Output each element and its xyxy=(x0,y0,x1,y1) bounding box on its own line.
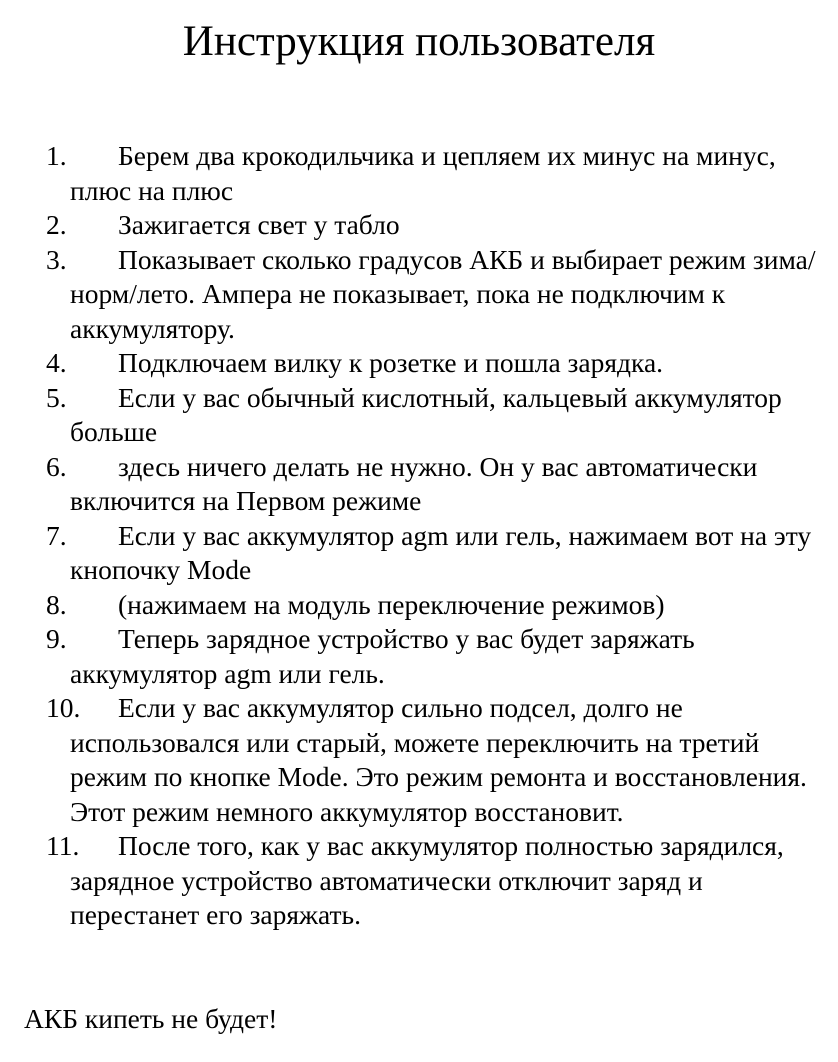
list-item xyxy=(0,691,838,829)
page-title: Инструкция пользователя xyxy=(182,18,656,65)
instruction-list xyxy=(0,139,838,933)
list-item xyxy=(0,519,838,588)
item-text: Берем два крокодильчика и цепляем их минус на минус, плюс на плюс xyxy=(70,140,776,206)
footer-note: АКБ кипеть не будет! xyxy=(24,1003,278,1034)
list-item xyxy=(0,208,838,243)
list-item xyxy=(0,139,838,208)
list-item xyxy=(0,588,838,623)
item-number: 8. xyxy=(46,588,67,620)
list-item xyxy=(0,243,838,347)
item-number: 4. xyxy=(46,347,67,378)
item-text: здесь ничего делать не нужно. Он у вас автоматически включится на Первом режиме xyxy=(70,450,758,516)
item-number: 2. xyxy=(46,209,67,240)
item-text: Если у вас аккумулятор agm или гель, нажимаем вот на эту кнопочку Mode xyxy=(70,519,812,585)
item-number: 11. xyxy=(46,830,80,861)
item-number: 7. xyxy=(46,519,67,551)
item-text: Если у вас аккумулятор сильно подсел, долго не использовался или старый, можете переключить на третий режим по кнопке Mode. Это режим ремонта и восстановления. Этот режим немного аккумулятор восстановит. xyxy=(70,692,807,827)
item-text: (нажимаем на модуль переключение режимов) xyxy=(118,588,665,620)
item-number: 10. xyxy=(46,692,81,723)
list-item xyxy=(0,381,838,450)
item-text: Подключаем вилку к розетке и пошла зарядка. xyxy=(118,347,664,378)
item-number: 6. xyxy=(46,450,67,482)
list-item xyxy=(0,346,838,381)
item-number: 5. xyxy=(46,381,67,413)
item-number: 9. xyxy=(46,623,67,654)
list-item xyxy=(0,829,838,933)
list-item xyxy=(0,450,838,519)
item-text: Теперь зарядное устройство у вас будет заряжать аккумулятор agm или гель. xyxy=(70,623,695,689)
item-number: 1. xyxy=(46,140,67,171)
item-text: Зажигается свет у табло xyxy=(118,209,400,240)
item-text: Показывает сколько градусов АКБ и выбирает режим зима/норм/лето. Ампера не показывает, пока не подключим к аккумулятору. xyxy=(70,243,816,344)
item-text: Если у вас обычный кислотный, кальцевый аккумулятор больше xyxy=(70,381,782,447)
item-text: После того, как у вас аккумулятор полностью зарядился, зарядное устройство автоматически отключит заряд и перестанет его заряжать. xyxy=(70,830,784,930)
item-number: 3. xyxy=(46,243,67,275)
list-item xyxy=(0,622,838,691)
